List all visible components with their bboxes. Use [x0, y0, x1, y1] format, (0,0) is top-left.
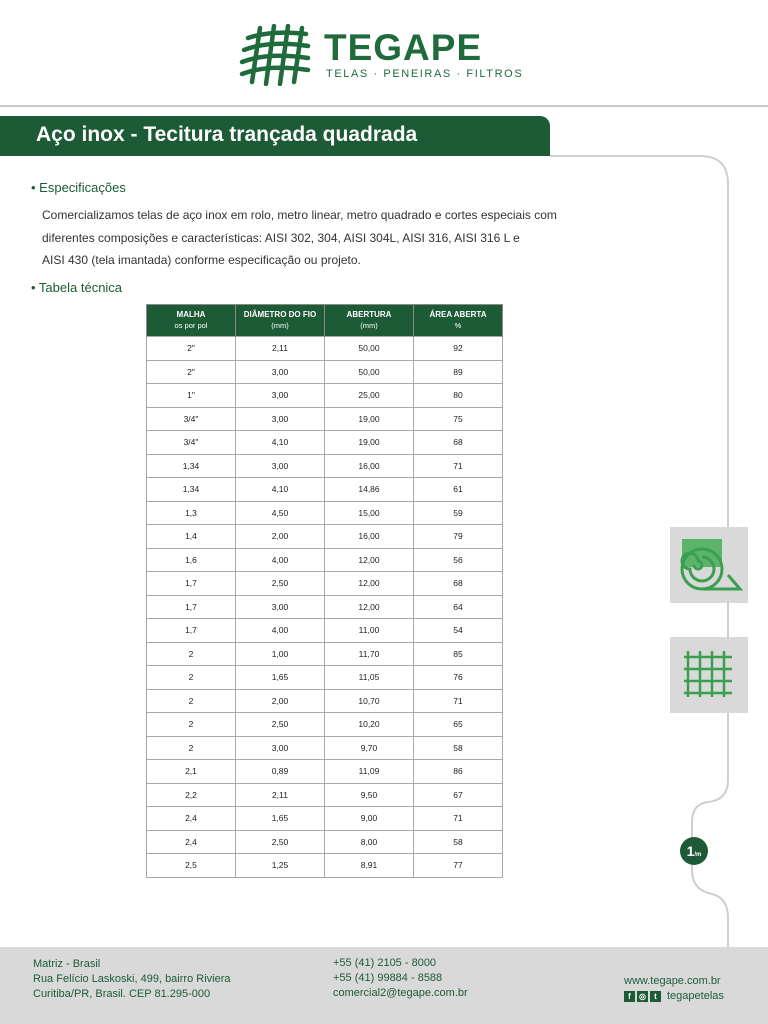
table-cell: 14,86 — [325, 478, 414, 502]
table-cell: 3,00 — [236, 360, 325, 384]
table-cell: 50,00 — [325, 337, 414, 361]
mesh-logo-icon — [238, 24, 312, 86]
phone-link[interactable]: +55 (41) 99884 - 8588 — [333, 972, 443, 984]
table-row — [147, 337, 503, 361]
table-cell: 1,25 — [236, 854, 325, 878]
social-handle: tegapetelas — [667, 990, 724, 1002]
table-cell: 9,70 — [325, 736, 414, 760]
brand-logo — [238, 24, 538, 86]
table-row — [147, 854, 503, 878]
address-line: Curitiba/PR, Brasil. CEP 81.295-000 — [33, 988, 211, 1000]
specs-line: Comercializamos telas de aço inox em rolo, metro linear, metro quadrado e cortes especiais com — [42, 208, 557, 222]
table-cell: 2,2 — [147, 783, 236, 807]
table-cell: 1,4 — [147, 525, 236, 549]
table-cell: 10,20 — [325, 713, 414, 737]
table-cell: 3,00 — [236, 736, 325, 760]
table-row — [147, 760, 503, 784]
table-row — [147, 689, 503, 713]
table-heading: • Tabela técnica — [31, 280, 123, 295]
table-cell: 2 — [147, 689, 236, 713]
table-cell: 89 — [414, 360, 503, 384]
table-row — [147, 666, 503, 690]
table-cell: 12,00 — [325, 595, 414, 619]
table-cell: 85 — [414, 642, 503, 666]
table-cell: 4,00 — [236, 548, 325, 572]
website-link[interactable]: www.tegape.com.br — [624, 975, 721, 987]
email-link[interactable]: comercial2@tegape.com.br — [333, 987, 468, 999]
table-cell: 75 — [414, 407, 503, 431]
table-cell: 2,50 — [236, 713, 325, 737]
specs-paragraph — [42, 204, 622, 272]
table-cell: 2,11 — [236, 337, 325, 361]
header-malha: MALHA os por pol — [147, 305, 236, 337]
table-cell: 65 — [414, 713, 503, 737]
footer-contact — [333, 956, 468, 1001]
table-cell: 2,1 — [147, 760, 236, 784]
table-cell: 2,4 — [147, 807, 236, 831]
mesh-tile[interactable] — [670, 637, 748, 713]
table-row — [147, 807, 503, 831]
table-cell: 71 — [414, 454, 503, 478]
table-row — [147, 830, 503, 854]
table-cell: 9,50 — [325, 783, 414, 807]
table-row — [147, 713, 503, 737]
page-number-badge: 1/m — [680, 837, 708, 865]
table-cell: 12,00 — [325, 572, 414, 596]
table-cell: 4,50 — [236, 501, 325, 525]
table-cell: 56 — [414, 548, 503, 572]
header-area-aberta: ÁREA ABERTA % — [414, 305, 503, 337]
roll-tile[interactable] — [670, 527, 748, 603]
table-cell: 80 — [414, 384, 503, 408]
specs-line: diferentes composições e características: AISI 302, 304, AISI 304L, AISI 316, AISI 316 L e — [42, 230, 520, 245]
table-cell: 2,50 — [236, 830, 325, 854]
instagram-icon[interactable]: ◎ — [637, 991, 648, 1002]
table-cell: 1,3 — [147, 501, 236, 525]
table-cell: 61 — [414, 478, 503, 502]
table-row — [147, 595, 503, 619]
table-cell: 16,00 — [325, 525, 414, 549]
table-cell: 1,00 — [236, 642, 325, 666]
table-row — [147, 525, 503, 549]
table-cell: 92 — [414, 337, 503, 361]
table-cell: 54 — [414, 619, 503, 643]
address-line: Rua Felício Laskoski, 499, bairro Riviera — [33, 973, 231, 985]
table-cell: 11,05 — [325, 666, 414, 690]
footer — [0, 947, 768, 1024]
table-body — [147, 337, 503, 878]
table-cell: 19,00 — [325, 407, 414, 431]
table-cell: 2" — [147, 337, 236, 361]
table-cell: 68 — [414, 431, 503, 455]
table-cell: 58 — [414, 830, 503, 854]
table-cell: 8,00 — [325, 830, 414, 854]
table-row — [147, 736, 503, 760]
table-cell: 1,6 — [147, 548, 236, 572]
table-cell: 3,00 — [236, 407, 325, 431]
table-cell: 3,00 — [236, 595, 325, 619]
table-cell: 64 — [414, 595, 503, 619]
brand-name: TEGAPE — [324, 27, 483, 68]
table-row — [147, 360, 503, 384]
table-row — [147, 501, 503, 525]
table-cell: 86 — [414, 760, 503, 784]
page-title: Aço inox - Tecitura trançada quadrada — [36, 123, 418, 146]
table-cell: 2,00 — [236, 525, 325, 549]
grid-icon — [670, 637, 748, 713]
table-cell: 1,65 — [236, 666, 325, 690]
table-cell: 2,00 — [236, 689, 325, 713]
table-cell: 59 — [414, 501, 503, 525]
table-cell: 10,70 — [325, 689, 414, 713]
table-cell: 3,00 — [236, 384, 325, 408]
table-row — [147, 407, 503, 431]
table-cell: 2" — [147, 360, 236, 384]
table-cell: 8,91 — [325, 854, 414, 878]
table-cell: 2,5 — [147, 854, 236, 878]
phone-link[interactable]: +55 (41) 2105 - 8000 — [333, 957, 437, 969]
table-cell: 12,00 — [325, 548, 414, 572]
table-cell: 11,70 — [325, 642, 414, 666]
table-cell: 3/4" — [147, 407, 236, 431]
table-cell: 11,00 — [325, 619, 414, 643]
table-cell: 1,34 — [147, 478, 236, 502]
title-banner — [0, 116, 550, 156]
table-cell: 2,11 — [236, 783, 325, 807]
table-cell: 4,10 — [236, 431, 325, 455]
roll-icon — [670, 527, 748, 603]
table-cell: 4,00 — [236, 619, 325, 643]
table-cell: 19,00 — [325, 431, 414, 455]
table-cell: 0,89 — [236, 760, 325, 784]
table-cell: 4,10 — [236, 478, 325, 502]
header-abertura: ABERTURA (mm) — [325, 305, 414, 337]
header-diametro: DIÂMETRO DO FIO (mm) — [236, 305, 325, 337]
table-cell: 50,00 — [325, 360, 414, 384]
table-cell: 58 — [414, 736, 503, 760]
table-row — [147, 454, 503, 478]
table-cell: 15,00 — [325, 501, 414, 525]
tech-table — [146, 304, 503, 878]
table-cell: 1,7 — [147, 619, 236, 643]
table-cell: 67 — [414, 783, 503, 807]
table-cell: 2,4 — [147, 830, 236, 854]
table-row — [147, 478, 503, 502]
footer-address — [33, 957, 230, 1002]
table-row — [147, 572, 503, 596]
table-row — [147, 619, 503, 643]
specs-heading: • Especificações — [31, 180, 126, 195]
table-cell: 9,00 — [325, 807, 414, 831]
address-line: Matriz - Brasil — [33, 958, 101, 970]
table-cell: 2 — [147, 713, 236, 737]
table-cell: 2 — [147, 642, 236, 666]
table-cell: 2 — [147, 736, 236, 760]
table-cell: 68 — [414, 572, 503, 596]
table-cell: 77 — [414, 854, 503, 878]
table-cell: 11,09 — [325, 760, 414, 784]
table-cell: 1,7 — [147, 572, 236, 596]
table-cell: 16,00 — [325, 454, 414, 478]
table-row — [147, 431, 503, 455]
table-cell: 71 — [414, 689, 503, 713]
table-cell: 25,00 — [325, 384, 414, 408]
table-cell: 1,65 — [236, 807, 325, 831]
table-cell: 76 — [414, 666, 503, 690]
table-cell: 3,00 — [236, 454, 325, 478]
table-cell: 1,7 — [147, 595, 236, 619]
table-cell: 2,50 — [236, 572, 325, 596]
table-row — [147, 783, 503, 807]
footer-web — [624, 974, 724, 1004]
table-cell: 3/4" — [147, 431, 236, 455]
table-header-row — [147, 305, 503, 337]
table-cell: 2 — [147, 666, 236, 690]
table-cell: 1,34 — [147, 454, 236, 478]
table-row — [147, 642, 503, 666]
table-cell: 79 — [414, 525, 503, 549]
table-cell: 71 — [414, 807, 503, 831]
table-cell: 1" — [147, 384, 236, 408]
brand-tagline: TELAS · PENEIRAS · FILTROS — [326, 68, 524, 80]
social-row — [624, 989, 724, 1004]
twitter-icon[interactable]: t — [650, 991, 661, 1002]
facebook-icon[interactable]: f — [624, 991, 635, 1002]
specs-line: AISI 430 (tela imantada) conforme especificação ou projeto. — [42, 253, 361, 267]
table-row — [147, 384, 503, 408]
table-row — [147, 548, 503, 572]
